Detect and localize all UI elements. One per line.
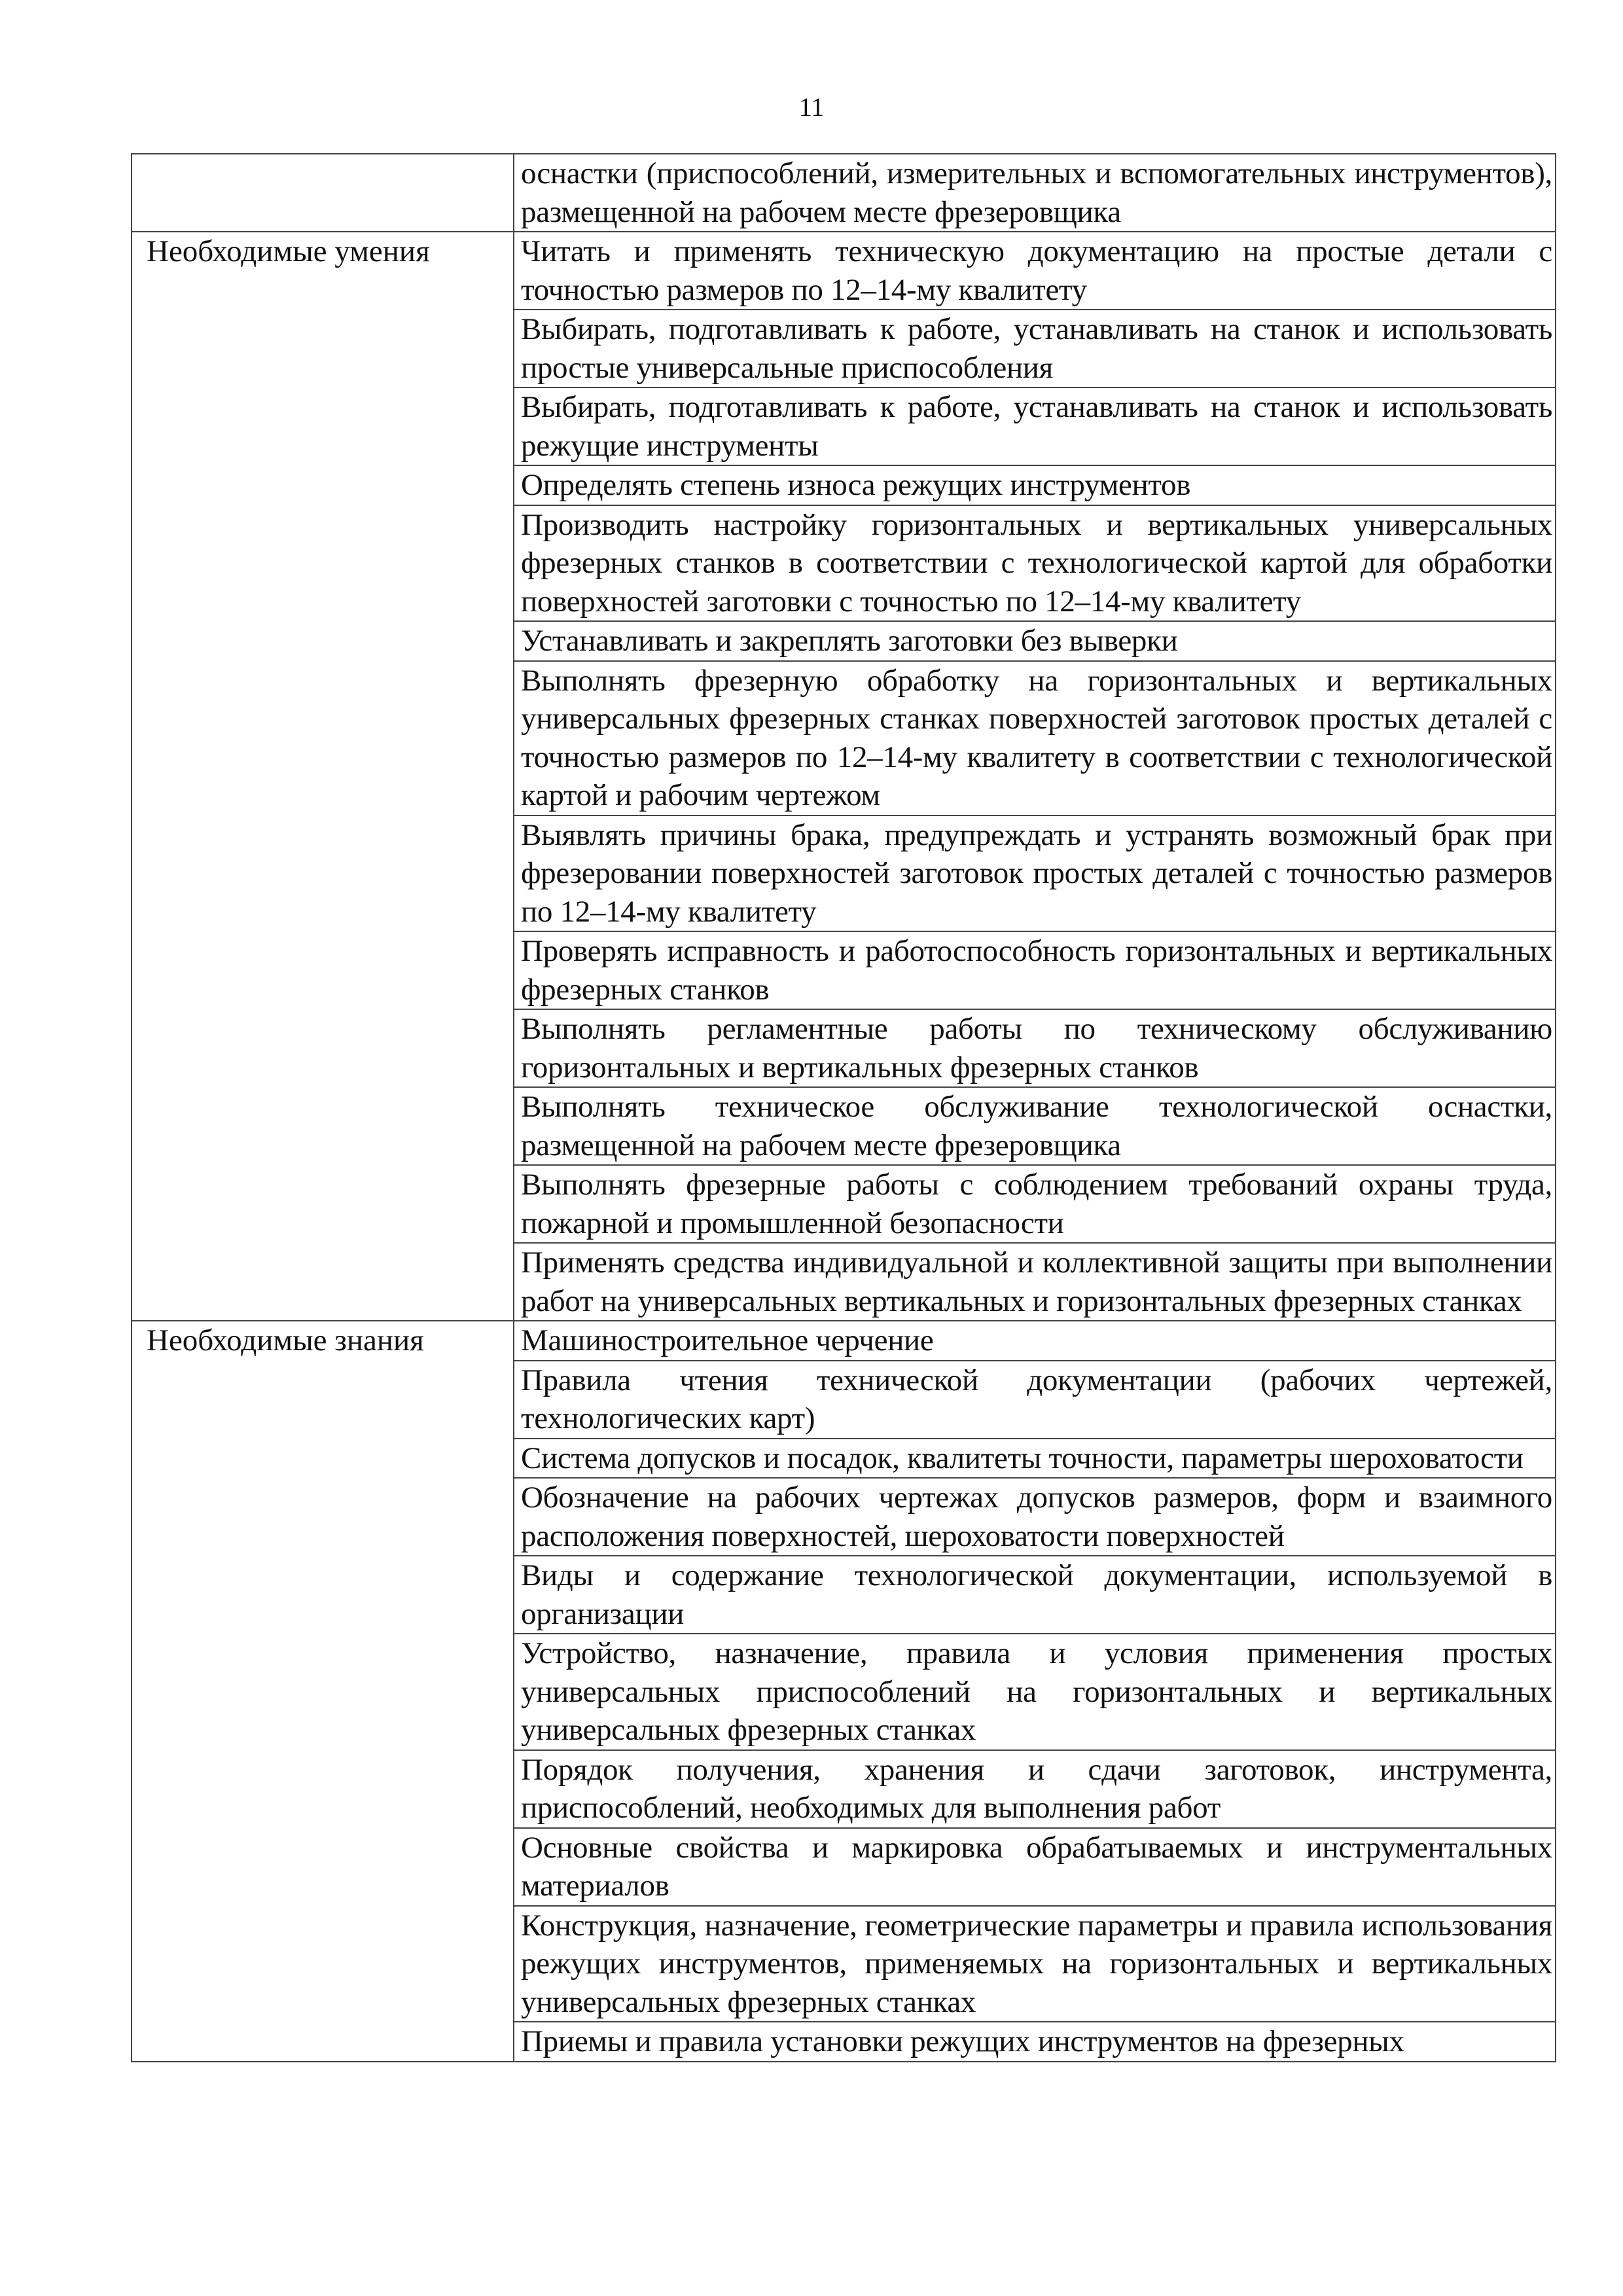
category-cell: Необходимые знания [132, 1321, 514, 2062]
requirement-item: Устанавливать и закреплять заготовки без выверки [514, 621, 1556, 661]
requirement-item: Определять степень износа режущих инструментов [514, 465, 1556, 505]
requirement-item: Виды и содержание технологической документации, используемой в организации [514, 1556, 1556, 1634]
requirement-item: Производить настройку горизонтальных и вертикальных универсальных фрезерных станков в соответствии с технологической картой для обработки поверхностей заготовки с точностью по 12–14-му квалитету [514, 505, 1556, 622]
table-row [132, 232, 1556, 310]
requirement-item: Порядок получения, хранения и сдачи заготовок, инструмента, приспособлений, необходимых для выполнения работ [514, 1750, 1556, 1828]
requirement-item: Обозначение на рабочих чертежах допусков размеров, форм и взаимного расположения поверхностей, шероховатости поверхностей [514, 1478, 1556, 1556]
requirement-item: Выбирать, подготавливать к работе, устанавливать на станок и использовать простые универсальные приспособления [514, 310, 1556, 387]
requirements-table-body [132, 154, 1556, 2062]
requirement-item: Система допусков и посадок, квалитеты точности, параметры шероховатости [514, 1439, 1556, 1479]
requirement-item: Основные свойства и маркировка обрабатываемых и инструментальных материалов [514, 1828, 1556, 1906]
requirement-item: Правила чтения технической документации (рабочих чертежей, технологических карт) [514, 1361, 1556, 1439]
requirements-table [131, 153, 1556, 2062]
requirement-item: оснастки (приспособлений, измерительных и вспомогательных инструментов), размещенной на рабочем месте фрезеровщика [514, 154, 1556, 232]
requirement-item: Выбирать, подготавливать к работе, устанавливать на станок и использовать режущие инструменты [514, 387, 1556, 465]
requirement-item: Применять средства индивидуальной и коллективной защиты при выполнении работ на универсальных вертикальных и горизонтальных фрезерных станках [514, 1243, 1556, 1321]
requirement-item: Читать и применять техническую документацию на простые детали с точностью размеров по 12–14-му квалитету [514, 232, 1556, 310]
requirement-item: Выполнять техническое обслуживание технологической оснастки, размещенной на рабочем месте фрезеровщика [514, 1087, 1556, 1165]
requirement-item: Приемы и правила установки режущих инструментов на фрезерных [514, 2022, 1556, 2062]
requirement-item: Конструкция, назначение, геометрические параметры и правила использования режущих инструментов, применяемых на горизонтальных и вертикальных универсальных фрезерных станках [514, 1906, 1556, 2022]
requirement-item: Устройство, назначение, правила и условия применения простых универсальных приспособлений на горизонтальных и вертикальных универсальных фрезерных станках [514, 1634, 1556, 1750]
table-row [132, 1321, 1556, 1361]
requirement-item: Выполнять регламентные работы по техническому обслуживанию горизонтальных и вертикальных фрезерных станков [514, 1009, 1556, 1087]
requirement-item: Машиностроительное черчение [514, 1321, 1556, 1361]
requirement-item: Проверять исправность и работоспособность горизонтальных и вертикальных фрезерных станков [514, 931, 1556, 1009]
category-cell-empty [132, 154, 514, 232]
requirement-item: Выполнять фрезерную обработку на горизонтальных и вертикальных универсальных фрезерных станках поверхностей заготовок простых деталей с точностью размеров по 12–14-му квалитету в соответствии с технологической картой и рабочим чертежом [514, 661, 1556, 816]
table-row [132, 154, 1556, 232]
requirement-item: Выполнять фрезерные работы с соблюдением требований охраны труда, пожарной и промышленной безопасности [514, 1165, 1556, 1243]
category-cell: Необходимые умения [132, 232, 514, 1321]
requirement-item: Выявлять причины брака, предупреждать и устранять возможный брак при фрезеровании поверхностей заготовок простых деталей с точностью размеров по 12–14-му квалитету [514, 816, 1556, 932]
page-number: 11 [798, 92, 825, 122]
